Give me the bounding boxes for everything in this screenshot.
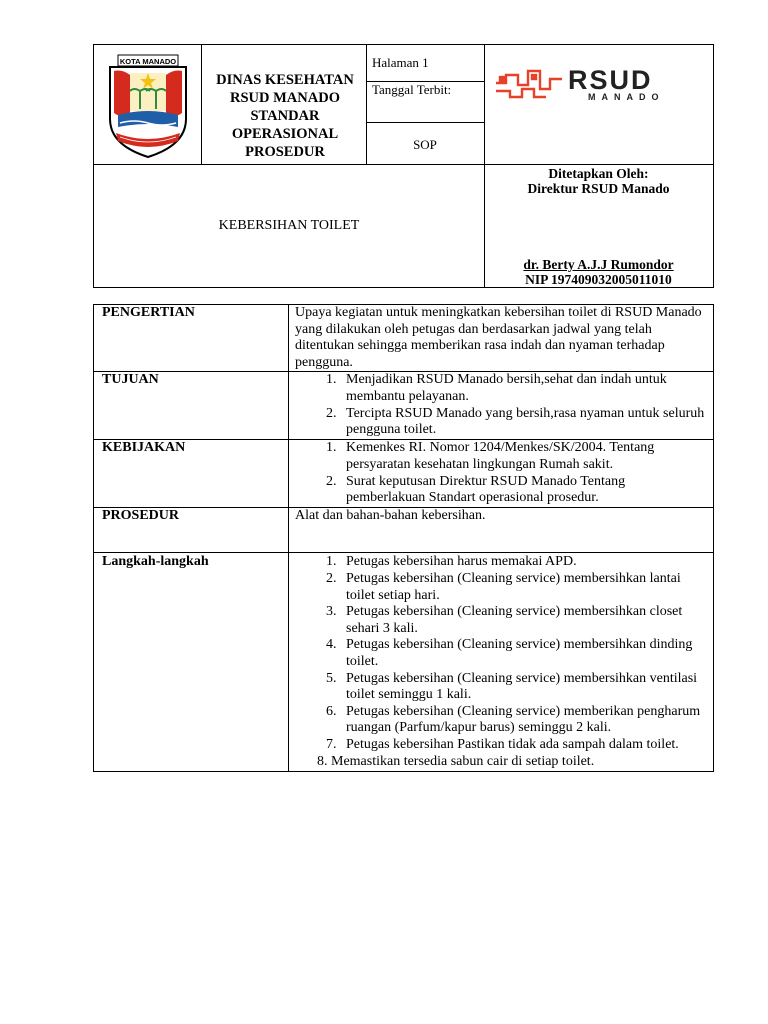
table-row — [94, 372, 714, 440]
halaman-label: Halaman 1 — [372, 55, 429, 70]
emblem-caption: KOTA MANADO — [119, 57, 177, 66]
kebijakan-label: KEBIJAKAN — [94, 440, 289, 508]
pengertian-text: Upaya kegiatan untuk meningkatkan kebersihan toilet di RSUD Manado yang dilakukan oleh petugas dan berdasarkan jadwal yang telah ditentukan sehingga memberikan rasa indah dan nyaman terhadap pengguna. — [289, 305, 714, 372]
list-item: 1. Petugas kebersihan harus memakai APD. — [340, 554, 707, 571]
pengertian-label: PENGERTIAN — [94, 305, 289, 372]
list-item: 4. Petugas kebersihan (Cleaning service) membersihkan dinding toilet. — [340, 637, 707, 670]
rsud-manado-logo — [492, 63, 706, 103]
list-item: 2. Tercipta RSUD Manado yang bersih,rasa nyaman untuk seluruh pengguna toilet. — [340, 406, 707, 439]
sop-content-table — [93, 304, 714, 772]
signer-name: dr. Berty A.J.J Rumondor — [523, 257, 674, 272]
prosedur-text: Alat dan bahan-bahan kebersihan. — [289, 508, 714, 553]
list-item: 3. Petugas kebersihan (Cleaning service) membersihkan closet sehari 3 kali. — [340, 604, 707, 637]
list-item: 2. Petugas kebersihan (Cleaning service) membersihkan lantai toilet setiap hari. — [340, 571, 707, 604]
title-line: PROSEDUR — [245, 144, 325, 160]
list-item: 6. Petugas kebersihan (Cleaning service) memberikan pengharum ruangan (Parfum/kapur barus) seminggu 2 kali. — [340, 704, 707, 737]
table-row — [94, 440, 714, 508]
prosedur-label: PROSEDUR — [94, 508, 289, 553]
table-row — [94, 305, 714, 372]
title-line: STANDAR — [250, 108, 320, 124]
title-line: DINAS KESEHATAN — [216, 72, 354, 88]
list-item: 8. Memastikan tersedia sabun cair di setiap toilet. — [317, 753, 595, 769]
kebijakan-cell — [289, 440, 714, 508]
tujuan-label: TUJUAN — [94, 372, 289, 440]
title-line: OPERASIONAL — [231, 126, 339, 142]
langkah-label: Langkah-langkah — [94, 553, 289, 772]
header-title — [202, 71, 368, 161]
document-title: KEBERSIHAN TOILET — [218, 218, 360, 233]
rsud-logo-subtext: MANADO — [588, 92, 665, 102]
table-row — [94, 508, 714, 553]
table-row — [94, 553, 714, 772]
kota-manado-emblem — [100, 53, 196, 161]
sop-header — [93, 44, 714, 288]
tujuan-cell — [289, 372, 714, 440]
signer-nip: NIP 197409032005011010 — [525, 272, 672, 287]
tanggal-terbit-label: Tanggal Terbit: — [372, 82, 452, 97]
list-item: 1. Menjadikan RSUD Manado bersih,sehat dan indah untuk membantu pelayanan. — [340, 372, 707, 405]
ditetapkan-oleh: Ditetapkan Oleh: — [548, 166, 649, 181]
title-line: RSUD MANADO — [230, 90, 340, 106]
list-item: 2. Surat keputusan Direktur RSUD Manado Tentang pemberlakuan Standart operasional prosedur. — [340, 474, 707, 507]
sop-label: SOP — [413, 137, 437, 152]
list-item: 5. Petugas kebersihan (Cleaning service) membersihkan ventilasi toilet seminggu 1 kali. — [340, 671, 707, 704]
list-item: 7. Petugas kebersihan Pastikan tidak ada sampah dalam toilet. — [340, 737, 707, 754]
list-item: 1. Kemenkes RI. Nomor 1204/Menkes/SK/2004. Tentang persyaratan kesehatan lingkungan Rumah sakit. — [340, 440, 707, 473]
langkah-cell — [289, 553, 714, 772]
rsud-logo-text: RSUD — [568, 65, 653, 95]
direktur-label: Direktur RSUD Manado — [527, 181, 670, 196]
